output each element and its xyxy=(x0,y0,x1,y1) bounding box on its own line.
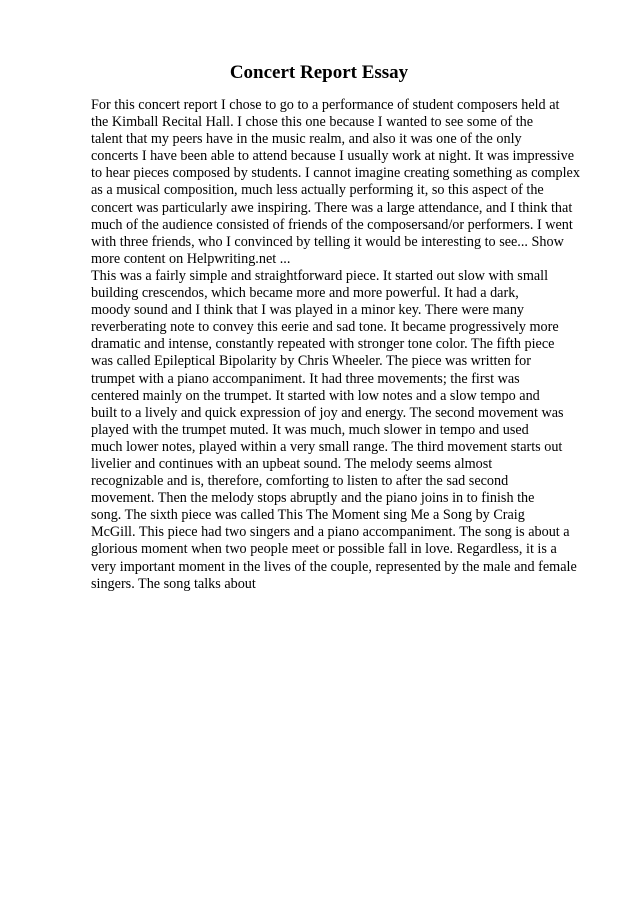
essay-line: was called Epileptical Bipolarity by Chris Wheeler. The piece was written for xyxy=(91,353,531,370)
essay-line: talent that my peers have in the music realm, and also it was one of the only xyxy=(91,131,522,148)
essay-line: For this concert report I chose to go to a performance of student composers held at xyxy=(91,97,560,113)
essay-line: singers. The song talks about xyxy=(91,575,256,592)
essay-line: recognizable and is, therefore, comforting to listen to after the sad second xyxy=(91,473,509,490)
essay-line: played with the trumpet muted. It was much, much slower in tempo and used xyxy=(91,421,529,438)
essay-line: built to a lively and quick expression of joy and energy. The second movement was xyxy=(91,404,564,421)
essay-line: dramatic and intense, constantly repeated with stronger tone color. The fifth piece xyxy=(91,336,555,353)
essay-line: moody sound and I think that I was played in a minor key. There were many xyxy=(91,302,525,319)
essay-line: much lower notes, played within a very small range. The third movement starts out xyxy=(91,438,563,455)
essay-body xyxy=(91,97,611,593)
essay-line: This was a fairly simple and straightforward piece. It started out slow with small xyxy=(91,267,549,284)
essay-line: the Kimball Recital Hall. I chose this one because I wanted to see some of the xyxy=(91,114,534,131)
essay-line: reverberating note to convey this eerie and sad tone. It became progressively more xyxy=(91,319,559,336)
essay-line: to hear pieces composed by students. I cannot imagine creating something as complex xyxy=(91,165,580,182)
page-title: Concert Report Essay xyxy=(229,62,409,83)
essay-line: centered mainly on the trumpet. It started with low notes and a slow tempo and xyxy=(91,387,540,404)
essay-line: movement. Then the melody stops abruptly and the piano joins in to finish the xyxy=(91,490,535,507)
essay-line: as a musical composition, much less actually performing it, so this aspect of the xyxy=(91,182,544,199)
essay-line: concert was particularly awe inspiring. There was a large attendance, and I think that xyxy=(91,199,573,216)
essay-line: McGill. This piece had two singers and a piano accompaniment. The song is about a xyxy=(91,524,570,541)
essay-line: very important moment in the lives of the couple, represented by the male and female xyxy=(91,558,577,575)
essay-line: song. The sixth piece was called This The Moment sing Me a Song by Craig xyxy=(91,507,525,524)
essay-line: glorious moment when two people meet or possible fall in love. Regardless, it is a xyxy=(91,541,557,558)
essay-line: building crescendos, which became more and more powerful. It had a dark, xyxy=(91,285,519,302)
essay-line: concerts I have been able to attend because I usually work at night. It was impressive xyxy=(91,148,574,165)
essay-line: livelier and continues with an upbeat sound. The melody seems almost xyxy=(91,455,493,472)
essay-line: much of the audience consisted of friends of the composersand/or performers. I went xyxy=(91,216,573,233)
essay-line: more content on Helpwriting.net ... xyxy=(91,250,291,267)
essay-line: with three friends, who I convinced by telling it would be interesting to see... Show xyxy=(91,233,564,250)
essay-line: trumpet with a piano accompaniment. It had three movements; the first was xyxy=(91,370,520,387)
